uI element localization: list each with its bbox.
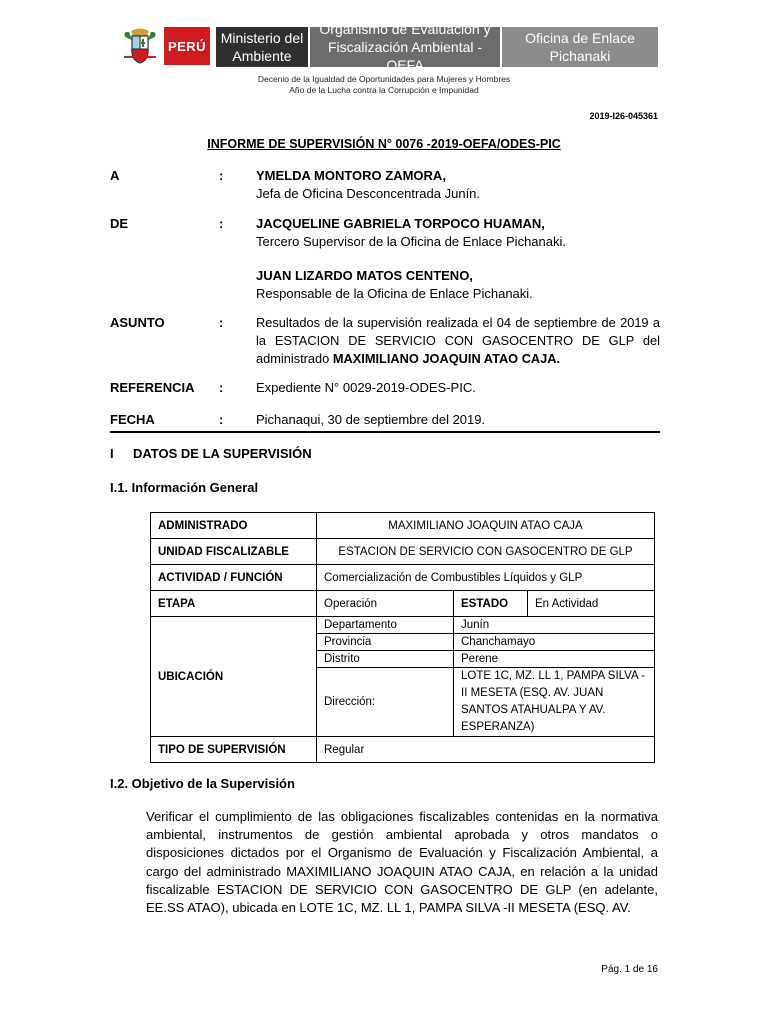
page-number: Pág. 1 de 16 <box>601 964 658 975</box>
actividad-value: Comercialización de Combustibles Líquidos y GLP <box>317 565 655 591</box>
subject-colon: : <box>219 315 224 330</box>
section-title: DATOS DE LA SUPERVISIÓN <box>133 446 312 461</box>
direccion-value: LOTE 1C, MZ. LL 1, PAMPA SILVA - II MESETA (ESQ. AV. JUAN SANTOS ATAHUALPA Y AV. ESPERANZA) <box>454 668 655 737</box>
tipo-value: Regular <box>317 737 655 763</box>
subsection-general-info: I.1. Información General <box>110 480 259 495</box>
decenio-line1: Decenio de la Igualdad de Oportunidades para Mujeres y Hombres <box>257 74 511 84</box>
to-role: Jefa de Oficina Desconcentrada Junín. <box>256 186 481 201</box>
header-oefa-box <box>310 21 500 73</box>
from-name-2: JUAN LIZARDO MATOS CENTENO, <box>256 268 473 283</box>
unidad-value: ESTACION DE SERVICIO CON GASOCENTRO DE GLP <box>317 539 655 565</box>
section-number: I <box>110 446 114 461</box>
header-office-line2: Pichanaki <box>549 48 611 64</box>
header-ministry-line2: Ambiente <box>232 48 292 64</box>
administrado-label: ADMINISTRADO <box>151 513 317 539</box>
actividad-label: ACTIVIDAD / FUNCIÓN <box>151 565 317 591</box>
etapa-value: Operación <box>317 591 454 617</box>
general-info-table <box>150 512 655 763</box>
header-divider <box>110 431 660 433</box>
document-title: INFORME DE SUPERVISIÓN N° 0076 -2019-OEFA/ODES-PIC <box>207 137 561 151</box>
subject-label: ASUNTO <box>110 315 165 330</box>
to-label: A <box>110 168 120 183</box>
to-value <box>256 167 660 203</box>
subject-administrado: MAXIMILIANO JOAQUIN ATAO CAJA. <box>332 351 561 366</box>
reference-label: REFERENCIA <box>110 380 195 395</box>
subject-text: Resultados de la supervisión realizada el 04 de septiembre de 2019 a la ESTACION DE SERVICIO CON GASOCENTRO DE GLP del administrado <box>256 315 660 366</box>
to-name: YMELDA MONTORO ZAMORA, <box>256 168 446 183</box>
direccion-label: Dirección: <box>317 668 454 737</box>
estado-label: ESTADO <box>454 591 528 617</box>
header-oefa-line1: Organismo de Evaluación y <box>319 21 491 37</box>
date-value: Pichanaqui, 30 de septiembre del 2019. <box>256 412 486 427</box>
date-colon: : <box>219 412 224 427</box>
document-code: 2019-I26-045361 <box>589 111 658 121</box>
peru-coat-of-arms-icon <box>121 27 159 65</box>
unidad-label: UNIDAD FISCALIZABLE <box>151 539 317 565</box>
distrito-label: Distrito <box>317 651 454 668</box>
date-label: FECHA <box>110 412 155 427</box>
from-name-1: JACQUELINE GABRIELA TORPOCO HUAMAN, <box>256 216 545 231</box>
reference-value: Expediente N° 0029-2019-ODES-PIC. <box>256 380 476 395</box>
header-office-box <box>502 27 658 67</box>
from-role-1: Tercero Supervisor de la Oficina de Enlace Pichanaki. <box>256 234 566 249</box>
from-label: DE <box>110 216 129 231</box>
distrito-value: Perene <box>454 651 655 668</box>
ubicacion-label: UBICACIÓN <box>151 617 317 737</box>
estado-value: En Actividad <box>528 591 655 617</box>
from-colon: : <box>219 216 224 231</box>
provincia-value: Chanchamayo <box>454 634 655 651</box>
header-office-line1: Oficina de Enlace <box>525 30 635 46</box>
provincia-label: Provincia <box>317 634 454 651</box>
departamento-label: Departamento <box>317 617 454 634</box>
etapa-label: ETAPA <box>151 591 317 617</box>
from-role-2: Responsable de la Oficina de Enlace Pichanaki. <box>256 286 533 301</box>
header-ministry-line1: Ministerio del <box>220 30 304 46</box>
tipo-label: TIPO DE SUPERVISIÓN <box>151 737 317 763</box>
objective-paragraph: Verificar el cumplimiento de las obligaciones fiscalizables contenidas en la normativa ambiental, instrumentos de gestión ambiental aprobada y otros mandatos o disposiciones dictados por el Organismo de Evaluación y Fiscalización Ambiental, a cargo del administrado MAXIMILIANO JOAQUIN ATAO CAJA, en relación a la unidad fiscalizable ESTACION DE SERVICIO CON GASOCENTRO DE GLP (en adelante, EE.SS ATAO), ubicada en LOTE 1C, MZ. LL 1, PAMPA SILVA -II MESETA (ESQ. AV. <box>146 809 658 916</box>
header-ministry-box <box>216 27 308 67</box>
departamento-value: Junín <box>454 617 655 634</box>
administrado-value: MAXIMILIANO JOAQUIN ATAO CAJA <box>317 513 655 539</box>
subsection-objective: I.2. Objetivo de la Supervisión <box>110 776 295 791</box>
to-colon: : <box>219 168 224 183</box>
subject-value <box>256 314 660 368</box>
from-value <box>256 215 660 303</box>
decenio-motto <box>200 74 568 96</box>
reference-colon: : <box>219 380 224 395</box>
header-oefa-line2: Fiscalización Ambiental - OEFA <box>327 39 483 73</box>
decenio-line2: Año de la Lucha contra la Corrupción e Impunidad <box>289 85 479 95</box>
peru-brand-label: PERÚ <box>164 27 210 65</box>
